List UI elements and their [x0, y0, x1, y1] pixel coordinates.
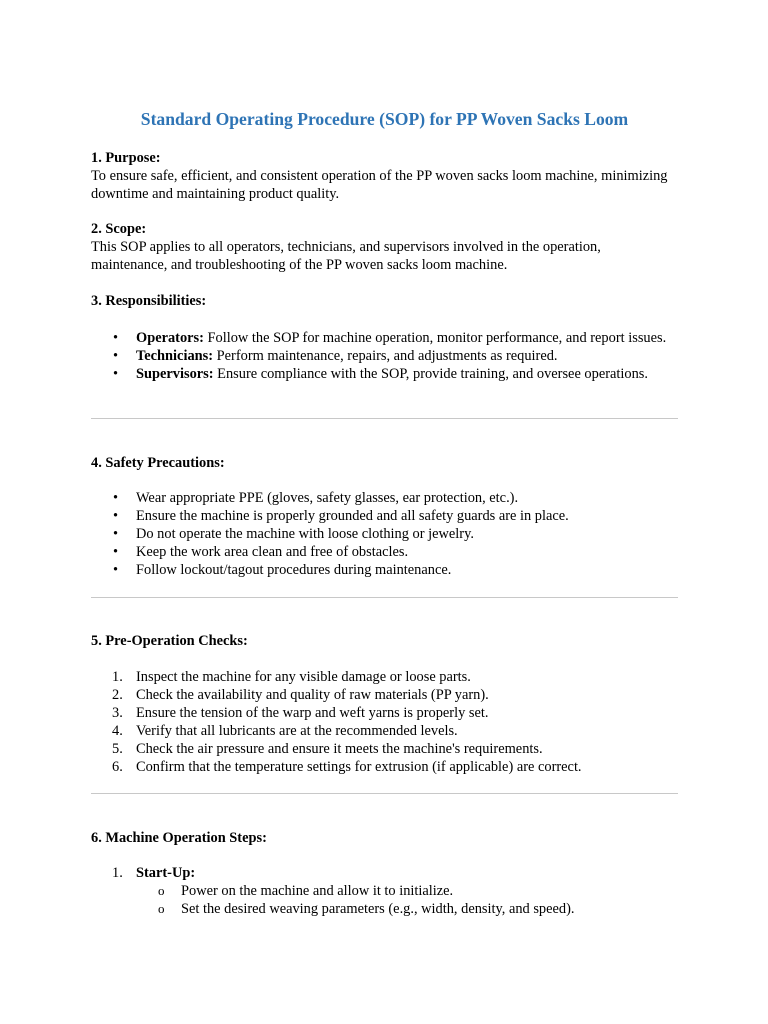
responsibilities-heading: 3. Responsibilities: [91, 293, 207, 309]
bullet-marker: • [113, 490, 119, 506]
scope-text: This SOP applies to all operators, technicians, and supervisors involved in the operation, maintenance, and troubleshooting of the PP woven sacks loom machine. [91, 239, 601, 273]
role-text: Follow the SOP for machine operation, monitor performance, and report issues. [203, 330, 667, 346]
list-number: 5. [112, 741, 123, 757]
list-item [91, 704, 678, 722]
check-item: Check the air pressure and ensure it meets the machine's requirements. [136, 741, 543, 757]
list-number: 2. [112, 687, 123, 703]
operation-section [91, 829, 678, 847]
role-label: Operators: [136, 330, 204, 346]
section-divider [91, 418, 678, 419]
operation-steps-list [91, 864, 678, 918]
role-text: Ensure compliance with the SOP, provide training, and oversee operations. [213, 366, 648, 382]
pre-checks-list [91, 668, 678, 776]
list-item [91, 740, 678, 758]
list-number: 3. [112, 705, 123, 721]
purpose-text: To ensure safe, efficient, and consistent operation of the PP woven sacks loom machine, minimizing downtime and maintaining product quality. [91, 168, 668, 202]
pre-checks-section [91, 632, 678, 650]
list-item [91, 543, 678, 561]
purpose-heading: 1. Purpose: [91, 150, 161, 166]
check-item: Ensure the tension of the warp and weft yarns is properly set. [136, 705, 489, 721]
safety-item: Wear appropriate PPE (gloves, safety glasses, ear protection, etc.). [136, 490, 519, 506]
list-item [91, 864, 678, 882]
step-subitem: Power on the machine and allow it to initialize. [181, 883, 454, 899]
step-title: Start-Up: [136, 865, 196, 881]
bullet-marker: • [113, 366, 119, 382]
safety-list [91, 489, 678, 579]
section-divider [91, 597, 678, 598]
document-title: Standard Operating Procedure (SOP) for PP Woven Sacks Loom [140, 109, 629, 129]
safety-item: Keep the work area clean and free of obstacles. [136, 544, 409, 560]
list-item [91, 722, 678, 740]
bullet-marker: • [113, 526, 119, 542]
list-item [91, 507, 678, 525]
list-number: 1. [112, 865, 123, 881]
sub-list-item [91, 882, 678, 900]
check-item: Verify that all lubricants are at the recommended levels. [136, 723, 458, 739]
bullet-marker: • [113, 508, 119, 524]
check-item: Confirm that the temperature settings for extrusion (if applicable) are correct. [136, 759, 582, 775]
safety-item: Follow lockout/tagout procedures during maintenance. [136, 562, 452, 578]
step-subitem: Set the desired weaving parameters (e.g., width, density, and speed). [181, 901, 575, 917]
pre-checks-heading: 5. Pre-Operation Checks: [91, 633, 248, 649]
list-number: 4. [112, 723, 123, 739]
list-item [91, 668, 678, 686]
role-text: Perform maintenance, repairs, and adjustments as required. [213, 348, 558, 364]
sub-list-item [91, 900, 678, 918]
list-item [91, 561, 678, 579]
purpose-section [91, 149, 678, 203]
list-number: 6. [112, 759, 123, 775]
list-item [91, 686, 678, 704]
bullet-marker: • [113, 544, 119, 560]
sub-bullet-marker: o [158, 901, 165, 916]
scope-section [91, 220, 678, 274]
role-label: Technicians: [136, 348, 214, 364]
list-item [91, 525, 678, 543]
check-item: Inspect the machine for any visible damage or loose parts. [136, 669, 471, 685]
bullet-marker: • [113, 562, 119, 578]
sub-bullet-marker: o [158, 883, 165, 898]
list-item [91, 365, 678, 383]
section-divider [91, 793, 678, 794]
responsibilities-section [91, 292, 678, 310]
responsibilities-list [91, 329, 678, 383]
safety-item: Ensure the machine is properly grounded and all safety guards are in place. [136, 508, 569, 524]
scope-heading: 2. Scope: [91, 221, 147, 237]
list-number: 1. [112, 669, 123, 685]
list-item [91, 758, 678, 776]
bullet-marker: • [113, 330, 119, 346]
list-item [91, 347, 678, 365]
safety-section [91, 454, 678, 472]
operation-heading: 6. Machine Operation Steps: [91, 830, 267, 846]
list-item [91, 489, 678, 507]
safety-heading: 4. Safety Precautions: [91, 455, 225, 471]
role-label: Supervisors: [136, 366, 214, 382]
check-item: Check the availability and quality of raw materials (PP yarn). [136, 687, 489, 703]
list-item [91, 329, 678, 347]
bullet-marker: • [113, 348, 119, 364]
safety-item: Do not operate the machine with loose clothing or jewelry. [136, 526, 474, 542]
